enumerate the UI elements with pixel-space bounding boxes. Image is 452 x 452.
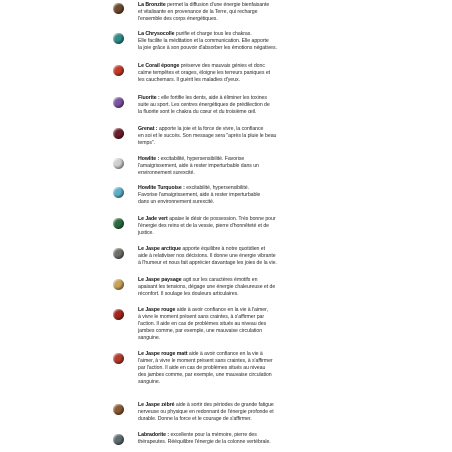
stone-icon bbox=[113, 248, 124, 259]
stone-icon bbox=[113, 3, 124, 14]
stone-description: La Bronzite permet la diffusion d'une énergie bienfaisante et vitalisante en provenance de la Terre, qui recharge l'ensemble des corps énergétiques. bbox=[138, 2, 270, 22]
stone-icon bbox=[113, 65, 124, 76]
stone-name: Grenat : bbox=[138, 126, 158, 132]
stone-description: Fluorite : elle fortifie les dents, aide à éliminer les toxines suite au sport. Les centres énergétiques de prédilection de la fluorite sont le chakra du cœur et du troisième œil. bbox=[138, 95, 270, 115]
stone-description: Le Jaspe arctique apporte équilibre à notre quotidien et aide à relativiser nos décisions. Il donne une énergie vibrante à l'humeur et nous fait apprécier davantage les joies de la vie. bbox=[138, 246, 277, 266]
stone-icon bbox=[113, 128, 124, 139]
stone-name: Le Jaspe zébré bbox=[138, 402, 175, 408]
stone-name: Le Jade vert bbox=[138, 216, 168, 222]
stone-name: Le Corail éponge bbox=[138, 63, 180, 69]
stone-name: Le Jaspe arctique bbox=[138, 246, 181, 252]
stone-name: Le Jaspe rouge matt bbox=[138, 351, 188, 357]
stone-description: Le Jade vert apaise le désir de possession. Très bonne pour l'énergie des reins et de la vessie, pierre d'honnêteté et de justice. bbox=[138, 216, 276, 236]
stone-description: Howlite : excitabilité, hypersensibilité. Favorise l'amaigrissement, aide à rester imperturbable dans un environnement surexcité. bbox=[138, 156, 259, 176]
stone-name: Howlite Turquoise : bbox=[138, 185, 185, 191]
stone-icon bbox=[113, 218, 124, 229]
stone-description: Grenat : apporte la joie et la force de vivre, la confiance en soi et le succès. Son message sera "après la pluie le beau temps". bbox=[138, 126, 277, 146]
stone-name: Fluorite : bbox=[138, 95, 160, 101]
stone-icon bbox=[113, 309, 124, 320]
stone-icon bbox=[113, 158, 124, 169]
stone-icon bbox=[113, 434, 124, 445]
stone-icon bbox=[113, 187, 124, 198]
stone-description: Labradorite : excellente pour la mémoire, pierre des thérapeutes. Rééquilibre l'énergie de la colonne vertébrale. bbox=[138, 432, 271, 445]
stone-name: Le Jaspe paysage bbox=[138, 277, 182, 283]
stone-icon bbox=[113, 33, 124, 44]
stone-name: La Bronzite bbox=[138, 2, 166, 8]
stone-icon bbox=[113, 404, 124, 415]
stone-icon bbox=[113, 97, 124, 108]
stone-name: Labradorite : bbox=[138, 432, 170, 438]
stone-icon bbox=[113, 353, 124, 364]
stone-description: Le Jaspe zébré aide à sortir des périodes de grande fatigue nerveuse ou physique en redonnant de l'énergie profonde et durable. Donne la force et le courage de s'affirmer. bbox=[138, 402, 274, 422]
stone-description: Le Corail éponge préserve des mauvais génies et donc calme tempêtes et orages, éloigne les terreurs paniques et les cauchemars. Il guérit les maladies d'yeux. bbox=[138, 63, 271, 83]
stone-description: Le Jaspe rouge aide à avoir confiance en la vie à l'aimer, à vivre le moment présent sans craintes, à s'affirmer par l'action. Il aide en cas de problèmes situés au niveau des jambes comme, par exemple, une mauvaise circulation sanguine. bbox=[138, 307, 268, 341]
stone-description: La Chrysocolle purifie et charge tous les chakras. Elle facilite la méditation et la communication. Elle apporte la joie grâce à son pouvoir d'absorber les émotions négatives. bbox=[138, 31, 277, 51]
stone-name: La Chrysocolle bbox=[138, 31, 175, 37]
stone-description: Le Jaspe paysage agit sur les caractères émotifs en apaisant les tensions, dégage une énergie chaleureuse et de réconfort. Il soulage les douleurs articulaires. bbox=[138, 277, 276, 297]
stone-description: Le Jaspe rouge matt aide à avoir confiance en la vie à l'aimer, à vivre le moment présent sans craintes, à s'affirmer par l'action. Il aide en cas de problèmes situés au niveau des jambes comme, par exemple, une mauvaise circulation sanguine. bbox=[138, 351, 273, 385]
stone-name: Howlite : bbox=[138, 156, 160, 162]
stone-name: Le Jaspe rouge bbox=[138, 307, 176, 313]
stone-description: Howlite Turquoise : excitabilité, hypersensibilité. Favorise l'amaigrissement, aide à rester imperturbable dans un environnement surexcité. bbox=[138, 185, 261, 205]
stone-icon bbox=[113, 279, 124, 290]
